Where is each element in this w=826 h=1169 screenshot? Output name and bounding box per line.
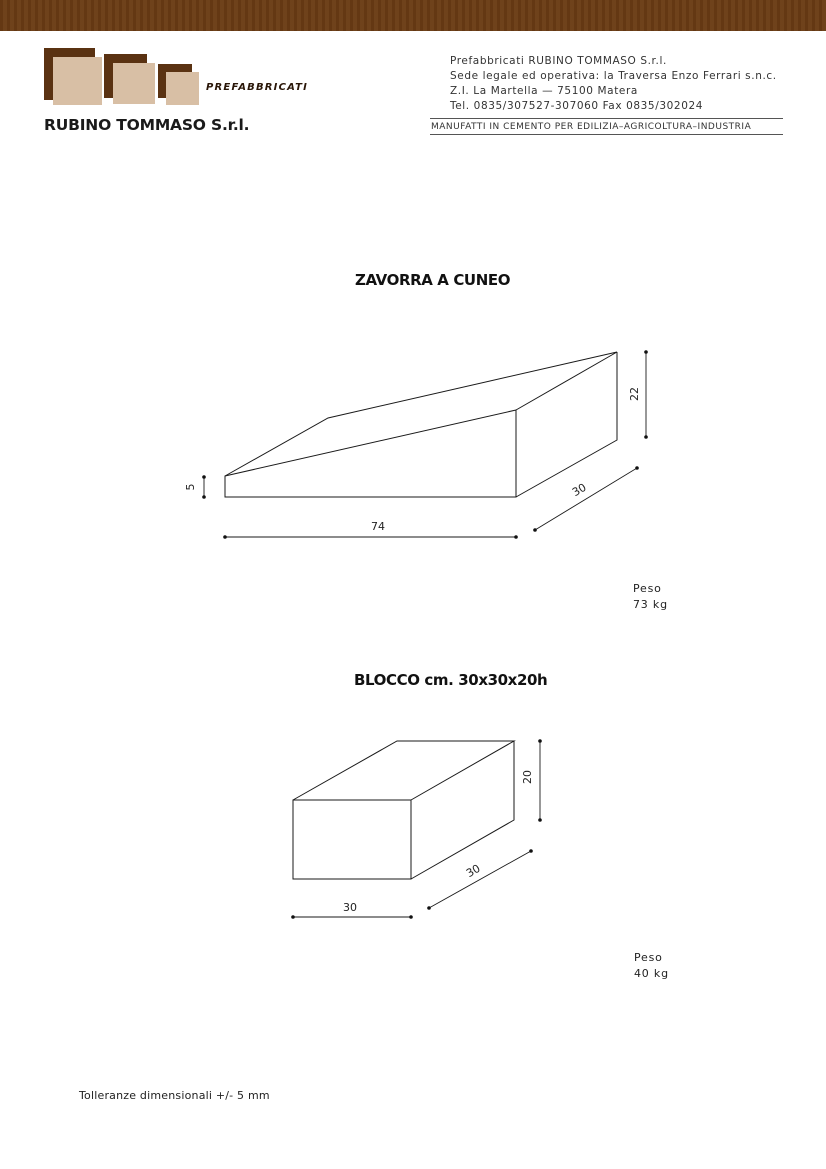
block-weight-label: Peso — [634, 951, 663, 964]
wedge-drawing — [225, 352, 617, 500]
wedge-low-height-label: 5 — [184, 483, 197, 491]
wedge-weight-label: Peso — [633, 582, 662, 595]
block-height-label: 20 — [521, 770, 534, 784]
contact-line-city: Z.I. La Martella — 75100 Matera — [450, 85, 638, 97]
block-weight-value: 40 kg — [634, 967, 669, 980]
logo-tagline: PREFABBRICATI — [206, 82, 309, 93]
header-tagline: MANUFATTI IN CEMENTO PER EDILIZIA–AGRICOLTURA–INDUSTRIA — [431, 122, 752, 132]
product-title-zavorra: ZAVORRA A CUNEO — [355, 271, 511, 289]
wedge-dimension-lines — [204, 352, 646, 537]
company-name: RUBINO TOMMASO S.r.l. — [44, 116, 250, 134]
wedge-length-label: 74 — [371, 520, 385, 533]
block-drawing — [293, 741, 514, 879]
wedge-weight-value: 73 kg — [633, 598, 668, 611]
tolerance-note: Tolleranze dimensionali +/- 5 mm — [79, 1089, 270, 1102]
contact-line-company: Prefabbricati RUBINO TOMMASO S.r.l. — [450, 55, 667, 67]
block-weight — [634, 950, 669, 982]
contact-line-address: Sede legale ed operativa: la Traversa Enzo Ferrari s.n.c. — [450, 70, 777, 82]
block-width-label: 30 — [343, 901, 357, 914]
dimension-end-marks — [202, 350, 648, 919]
wedge-depth-label: 30 — [569, 480, 589, 500]
contact-line-phone: Tel. 0835/307527-307060 Fax 0835/302024 — [450, 100, 704, 112]
block-depth-label: 30 — [463, 861, 483, 881]
block-dimension-lines — [293, 741, 540, 917]
wedge-weight — [633, 581, 668, 613]
product-title-blocco: BLOCCO cm. 30x30x20h — [354, 671, 548, 689]
wedge-height-label: 22 — [628, 387, 641, 401]
